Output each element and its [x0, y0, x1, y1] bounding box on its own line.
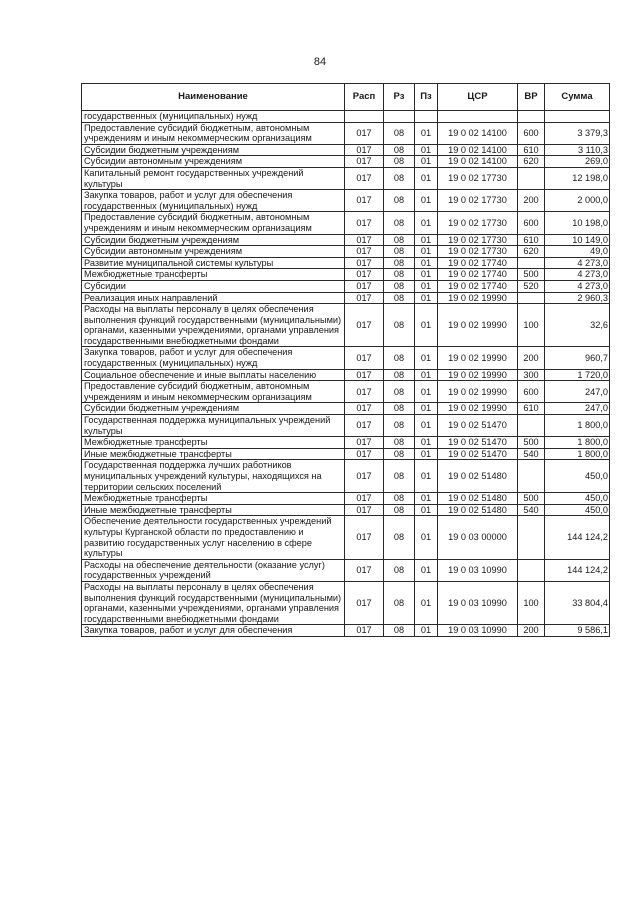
table-row: [82, 460, 610, 493]
cell-name: Субсидии бюджетным учреждениям: [82, 144, 345, 156]
table-row: [82, 280, 610, 292]
cell-csr: 19 0 02 51480: [438, 493, 518, 505]
table-row: [82, 156, 610, 168]
cell-pz: 01: [415, 246, 438, 258]
cell-name: Закупка товаров, работ и услуг для обеспечения государственных (муниципальных) нужд: [82, 190, 345, 212]
table-row: [82, 257, 610, 269]
table-row: [82, 292, 610, 304]
cell-name: Субсидии бюджетным учреждениям: [82, 403, 345, 415]
cell-csr: 19 0 02 19990: [438, 369, 518, 381]
cell-name: Развитие муниципальной системы культуры: [82, 257, 345, 269]
cell-rasp: [345, 111, 384, 123]
table-row: [82, 448, 610, 460]
cell-rz: 08: [384, 403, 415, 415]
cell-csr: 19 0 02 17740: [438, 257, 518, 269]
header-row: [82, 84, 610, 111]
cell-rasp: 017: [345, 415, 384, 437]
cell-name: Закупка товаров, работ и услуг для обеспечения государственных (муниципальных) нужд: [82, 347, 345, 369]
cell-name: Капитальный ремонт государственных учреждений культуры: [82, 167, 345, 189]
cell-pz: 01: [415, 156, 438, 168]
cell-vr: 500: [518, 269, 545, 281]
cell-rz: 08: [384, 437, 415, 449]
cell-csr: 19 0 02 14100: [438, 144, 518, 156]
cell-pz: 01: [415, 280, 438, 292]
cell-rasp: 017: [345, 269, 384, 281]
cell-sum: 10 149,0: [545, 234, 610, 246]
cell-sum: 3 379,3: [545, 122, 610, 144]
cell-pz: 01: [415, 292, 438, 304]
cell-pz: 01: [415, 437, 438, 449]
cell-sum: 1 800,0: [545, 415, 610, 437]
cell-csr: 19 0 02 19990: [438, 347, 518, 369]
cell-sum: 450,0: [545, 460, 610, 493]
column-header-vr: ВР: [518, 84, 545, 111]
cell-sum: 144 124,2: [545, 559, 610, 581]
cell-vr: 600: [518, 212, 545, 234]
column-header-rasp: Расп: [345, 84, 384, 111]
cell-name: Субсидии бюджетным учреждениям: [82, 234, 345, 246]
cell-sum: 1 800,0: [545, 448, 610, 460]
cell-vr: 200: [518, 347, 545, 369]
cell-rz: 08: [384, 516, 415, 559]
cell-rz: 08: [384, 559, 415, 581]
table-row: [82, 369, 610, 381]
cell-rz: 08: [384, 347, 415, 369]
cell-pz: 01: [415, 190, 438, 212]
cell-pz: 01: [415, 415, 438, 437]
cell-name: Реализация иных направлений: [82, 292, 345, 304]
cell-sum: 33 804,4: [545, 581, 610, 624]
cell-pz: 01: [415, 516, 438, 559]
cell-name: Иные межбюджетные трансферты: [82, 448, 345, 460]
cell-rz: 08: [384, 144, 415, 156]
cell-pz: 01: [415, 269, 438, 281]
cell-vr: 610: [518, 234, 545, 246]
table-header: [82, 84, 610, 111]
cell-sum: 2 960,3: [545, 292, 610, 304]
column-header-rz: Рз: [384, 84, 415, 111]
cell-pz: 01: [415, 625, 438, 637]
cell-sum: 3 110,3: [545, 144, 610, 156]
cell-vr: [518, 460, 545, 493]
cell-csr: 19 0 02 17730: [438, 190, 518, 212]
cell-csr: 19 0 03 10990: [438, 581, 518, 624]
cell-pz: 01: [415, 493, 438, 505]
cell-rz: 08: [384, 234, 415, 246]
cell-vr: 500: [518, 437, 545, 449]
cell-pz: 01: [415, 460, 438, 493]
table-row: [82, 559, 610, 581]
cell-sum: 247,0: [545, 381, 610, 403]
cell-csr: 19 0 02 14100: [438, 122, 518, 144]
cell-rz: 08: [384, 292, 415, 304]
cell-rasp: 017: [345, 381, 384, 403]
cell-sum: [545, 111, 610, 123]
cell-name: Субсидии автономным учреждениям: [82, 156, 345, 168]
cell-sum: 10 198,0: [545, 212, 610, 234]
cell-csr: [438, 111, 518, 123]
cell-rz: 08: [384, 415, 415, 437]
table-body: [82, 111, 610, 637]
cell-vr: 600: [518, 381, 545, 403]
column-header-sum: Сумма: [545, 84, 610, 111]
cell-rz: 08: [384, 448, 415, 460]
cell-rz: 08: [384, 280, 415, 292]
cell-rz: 08: [384, 246, 415, 258]
cell-vr: 610: [518, 144, 545, 156]
cell-csr: 19 0 02 17740: [438, 280, 518, 292]
cell-name: государственных (муниципальных) нужд: [82, 111, 345, 123]
table-row: [82, 403, 610, 415]
cell-pz: 01: [415, 559, 438, 581]
cell-rz: 08: [384, 212, 415, 234]
cell-csr: 19 0 02 51470: [438, 415, 518, 437]
cell-name: Закупка товаров, работ и услуг для обеспечения: [82, 625, 345, 637]
table-row: [82, 122, 610, 144]
cell-vr: 300: [518, 369, 545, 381]
cell-rz: 08: [384, 257, 415, 269]
table-row: [82, 504, 610, 516]
cell-vr: [518, 516, 545, 559]
cell-sum: 450,0: [545, 493, 610, 505]
cell-rz: 08: [384, 493, 415, 505]
table-row: [82, 190, 610, 212]
cell-rz: 08: [384, 304, 415, 347]
cell-name: Социальное обеспечение и иные выплаты населению: [82, 369, 345, 381]
cell-rz: 08: [384, 460, 415, 493]
cell-rasp: 017: [345, 156, 384, 168]
page-number: 84: [313, 56, 327, 68]
cell-rasp: 017: [345, 246, 384, 258]
cell-rz: 08: [384, 156, 415, 168]
cell-rasp: 017: [345, 190, 384, 212]
cell-name: Расходы на выплаты персоналу в целях обеспечения выполнения функций государственными (муниципальными) органами, казенными учреждениями, органами управления государственными внебюджетными фондами: [82, 581, 345, 624]
cell-vr: [518, 111, 545, 123]
cell-rasp: 017: [345, 167, 384, 189]
cell-pz: 01: [415, 581, 438, 624]
cell-vr: 620: [518, 246, 545, 258]
cell-csr: 19 0 02 51470: [438, 437, 518, 449]
cell-name: Иные межбюджетные трансферты: [82, 504, 345, 516]
cell-csr: 19 0 02 19990: [438, 292, 518, 304]
cell-csr: 19 0 02 17730: [438, 234, 518, 246]
cell-rasp: 017: [345, 516, 384, 559]
cell-rz: [384, 111, 415, 123]
cell-sum: 2 000,0: [545, 190, 610, 212]
cell-csr: 19 0 02 17740: [438, 269, 518, 281]
cell-rasp: 017: [345, 460, 384, 493]
cell-vr: [518, 559, 545, 581]
cell-vr: 200: [518, 190, 545, 212]
cell-name: Расходы на выплаты персоналу в целях обеспечения выполнения функций государственными (муниципальными) органами, казенными учреждениями, органами управления государственными внебюджетными фондами: [82, 304, 345, 347]
cell-pz: 01: [415, 403, 438, 415]
cell-csr: 19 0 02 51480: [438, 504, 518, 516]
cell-rz: 08: [384, 369, 415, 381]
cell-rz: 08: [384, 190, 415, 212]
cell-name: Межбюджетные трансферты: [82, 493, 345, 505]
cell-csr: 19 0 02 19990: [438, 381, 518, 403]
cell-rz: 08: [384, 581, 415, 624]
cell-sum: 1 800,0: [545, 437, 610, 449]
cell-vr: [518, 257, 545, 269]
cell-rasp: 017: [345, 292, 384, 304]
cell-name: Межбюджетные трансферты: [82, 437, 345, 449]
cell-sum: 247,0: [545, 403, 610, 415]
cell-sum: 960,7: [545, 347, 610, 369]
table-row: [82, 415, 610, 437]
cell-sum: 9 586,1: [545, 625, 610, 637]
table-row: [82, 381, 610, 403]
cell-rasp: 017: [345, 559, 384, 581]
cell-vr: 540: [518, 504, 545, 516]
cell-vr: 100: [518, 581, 545, 624]
cell-rz: 08: [384, 504, 415, 516]
cell-pz: 01: [415, 347, 438, 369]
cell-sum: 144 124,2: [545, 516, 610, 559]
cell-rasp: 017: [345, 493, 384, 505]
cell-rasp: 017: [345, 347, 384, 369]
cell-vr: [518, 292, 545, 304]
table-row: [82, 167, 610, 189]
cell-rz: 08: [384, 122, 415, 144]
cell-vr: 540: [518, 448, 545, 460]
table-row: [82, 234, 610, 246]
cell-pz: 01: [415, 167, 438, 189]
cell-vr: 200: [518, 625, 545, 637]
cell-csr: 19 0 02 19990: [438, 304, 518, 347]
table-row: [82, 493, 610, 505]
table-row: [82, 516, 610, 559]
cell-pz: 01: [415, 257, 438, 269]
cell-name: Предоставление субсидий бюджетным, автономным учреждениям и иным некоммерческим организациям: [82, 122, 345, 144]
cell-vr: 520: [518, 280, 545, 292]
cell-name: Государственная поддержка муниципальных учреждений культуры: [82, 415, 345, 437]
cell-rasp: 017: [345, 212, 384, 234]
table-row: [82, 111, 610, 123]
table-row: [82, 581, 610, 624]
cell-rz: 08: [384, 269, 415, 281]
cell-sum: 12 198,0: [545, 167, 610, 189]
cell-vr: 600: [518, 122, 545, 144]
table-row: [82, 144, 610, 156]
cell-rasp: 017: [345, 122, 384, 144]
cell-csr: 19 0 02 19990: [438, 403, 518, 415]
cell-name: Межбюджетные трансферты: [82, 269, 345, 281]
cell-rasp: 017: [345, 234, 384, 246]
table-row: [82, 625, 610, 637]
cell-name: Расходы на обеспечение деятельности (оказание услуг) государственных учреждений: [82, 559, 345, 581]
cell-rasp: 017: [345, 625, 384, 637]
cell-rz: 08: [384, 167, 415, 189]
cell-csr: 19 0 03 10990: [438, 625, 518, 637]
cell-rasp: 017: [345, 504, 384, 516]
cell-name: Субсидии автономным учреждениям: [82, 246, 345, 258]
cell-pz: 01: [415, 381, 438, 403]
column-header-name: Наименование: [82, 84, 345, 111]
cell-rasp: 017: [345, 437, 384, 449]
table-row: [82, 304, 610, 347]
cell-vr: 610: [518, 403, 545, 415]
cell-rasp: 017: [345, 369, 384, 381]
cell-sum: 269,0: [545, 156, 610, 168]
cell-pz: 01: [415, 144, 438, 156]
cell-name: Государственная поддержка лучших работников муниципальных учреждений культуры, находящихся на территории сельских поселений: [82, 460, 345, 493]
column-header-pz: Пз: [415, 84, 438, 111]
table-row: [82, 347, 610, 369]
cell-sum: 450,0: [545, 504, 610, 516]
cell-pz: 01: [415, 304, 438, 347]
cell-name: Обеспечение деятельности государственных учреждений культуры Курганской области по предоставлению и развитию государственных услуг населению в сфере культуры: [82, 516, 345, 559]
cell-sum: 4 273,0: [545, 280, 610, 292]
cell-csr: 19 0 02 14100: [438, 156, 518, 168]
cell-pz: 01: [415, 504, 438, 516]
cell-sum: 1 720,0: [545, 369, 610, 381]
cell-pz: [415, 111, 438, 123]
cell-csr: 19 0 02 17730: [438, 246, 518, 258]
cell-sum: 4 273,0: [545, 257, 610, 269]
cell-vr: 620: [518, 156, 545, 168]
cell-rz: 08: [384, 625, 415, 637]
cell-rasp: 017: [345, 448, 384, 460]
cell-vr: 500: [518, 493, 545, 505]
cell-name: Предоставление субсидий бюджетным, автономным учреждениям и иным некоммерческим организациям: [82, 212, 345, 234]
cell-sum: 32,6: [545, 304, 610, 347]
cell-rasp: 017: [345, 304, 384, 347]
table-row: [82, 437, 610, 449]
cell-csr: 19 0 03 10990: [438, 559, 518, 581]
cell-sum: 4 273,0: [545, 269, 610, 281]
cell-csr: 19 0 02 17730: [438, 167, 518, 189]
cell-sum: 49,0: [545, 246, 610, 258]
cell-vr: [518, 167, 545, 189]
column-header-csr: ЦСР: [438, 84, 518, 111]
cell-pz: 01: [415, 448, 438, 460]
cell-rasp: 017: [345, 403, 384, 415]
cell-csr: 19 0 02 51470: [438, 448, 518, 460]
cell-csr: 19 0 03 00000: [438, 516, 518, 559]
budget-table: [81, 83, 610, 637]
cell-vr: 100: [518, 304, 545, 347]
cell-rasp: 017: [345, 257, 384, 269]
cell-name: Предоставление субсидий бюджетным, автономным учреждениям и иным некоммерческим организациям: [82, 381, 345, 403]
table-row: [82, 212, 610, 234]
cell-rasp: 017: [345, 581, 384, 624]
cell-pz: 01: [415, 369, 438, 381]
cell-name: Субсидии: [82, 280, 345, 292]
cell-rasp: 017: [345, 144, 384, 156]
table-row: [82, 269, 610, 281]
cell-pz: 01: [415, 122, 438, 144]
cell-pz: 01: [415, 234, 438, 246]
table-row: [82, 246, 610, 258]
cell-rasp: 017: [345, 280, 384, 292]
cell-vr: [518, 415, 545, 437]
cell-csr: 19 0 02 51480: [438, 460, 518, 493]
cell-rz: 08: [384, 381, 415, 403]
cell-pz: 01: [415, 212, 438, 234]
cell-csr: 19 0 02 17730: [438, 212, 518, 234]
